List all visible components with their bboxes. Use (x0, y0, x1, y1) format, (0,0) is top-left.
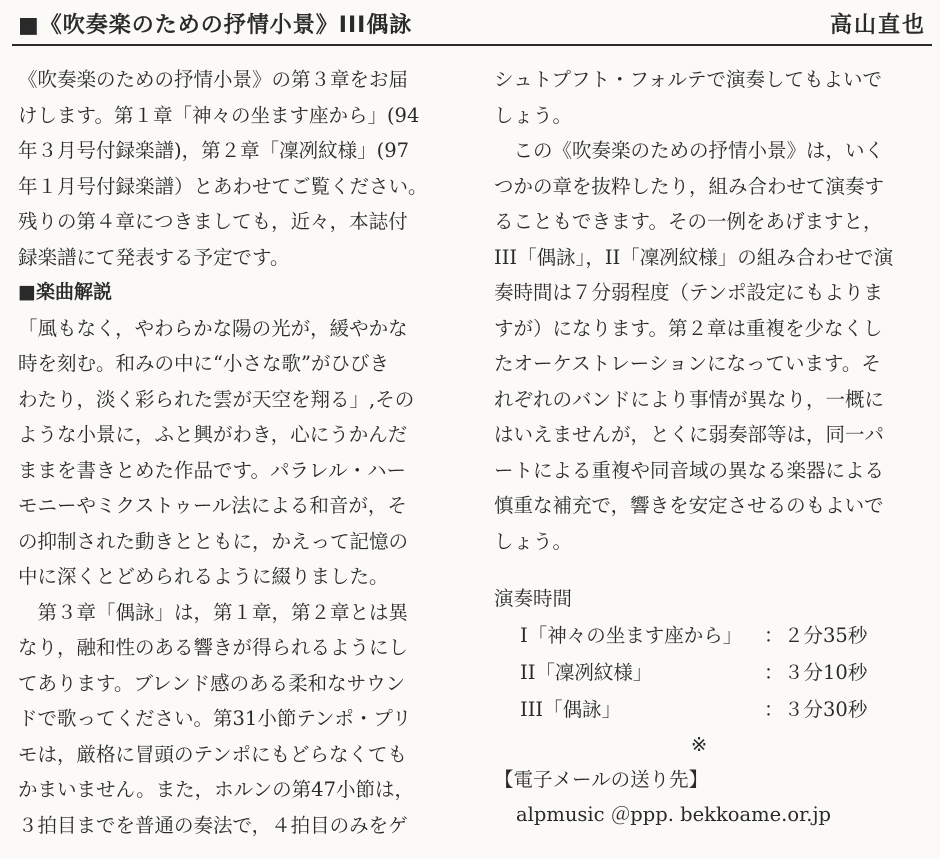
text-line: しょう。 (494, 103, 573, 127)
text-line: の抑制された動きとともに，かえって記憶の (18, 529, 409, 553)
timing-duration: ２分35秒 (784, 623, 868, 647)
timing-duration: ３分10秒 (784, 660, 868, 684)
timing-separator: ： (764, 623, 784, 647)
text-line: 残りの第４章につきましても，近々，本誌付 (18, 210, 408, 233)
text-line: ることもできます。その一例をあげますと， (494, 210, 883, 233)
timing-heading: 演奏時間 (494, 587, 573, 610)
text-line: はいえませんが，とくに弱奏部等は，同一パ (494, 423, 885, 446)
text-line: れぞれのバンドにより事情が異なり，一概に (494, 387, 885, 411)
text-line: ような小景に，ふと興がわき，心にうかんだ (18, 423, 408, 446)
article-title: ■《吹奏楽のための抒情小景》III偶詠 (18, 13, 413, 38)
text-line: III「偶詠」，II「凜冽紋様」の組み合わせで演 (494, 245, 894, 269)
timing-separator: ： (764, 660, 784, 684)
text-line: モニーやミクストゥール法による和音が，そ (18, 494, 407, 517)
text-line: ドで歌ってください。第31小節テンポ・プリ (18, 707, 412, 730)
text-line: わたり，淡く彩られた雲が天空を翔る」,その (18, 387, 415, 411)
text-line: つかの章を抜粋したり，組み合わせて演奏す (494, 174, 885, 198)
text-line: しょう。 (494, 529, 573, 553)
author-name: 高山直也 (829, 13, 926, 38)
email-address: alpmusic ＠ppp. bekkoame.or.jp (516, 803, 831, 826)
right-column (494, 62, 934, 833)
text-line: 第３章「偶詠」は，第１章，第２章とは異 (18, 600, 409, 624)
left-column (18, 62, 464, 843)
timing-piece: II「凜冽紋様」 (520, 660, 653, 684)
timing-row (494, 691, 934, 728)
text-line: 「風もなく，やわらかな陽の光が，緩やかな (18, 316, 408, 340)
reference-mark: ※ (690, 732, 708, 756)
timing-separator: ： (764, 697, 784, 721)
text-line: 中に深くとどめられるように綴りました。 (18, 565, 389, 588)
timing-row (494, 654, 934, 691)
commentary-paragraph (18, 311, 464, 844)
page-header (0, 0, 940, 46)
text-line: 年１月号付録楽譜）とあわせてご覧ください。 (18, 174, 428, 198)
timing-piece: III「偶詠」 (520, 697, 622, 721)
text-line: たオーケストレーションになっています。そ (494, 352, 881, 375)
text-line: ままを書きとめた作品です。パラレル・ハー (18, 458, 406, 482)
header-divider (12, 44, 932, 46)
timing-list (494, 617, 934, 728)
text-line: 録楽譜にて発表する予定です。 (18, 245, 290, 269)
text-line: てあります。ブレンド感のある柔和なサウン (18, 671, 406, 695)
section-heading: ■楽曲解説 (18, 281, 112, 303)
text-line: モは，厳格に冒頭のテンポにもどらなくても (18, 742, 408, 766)
text-line: すが）になります。第２章は重複を少なくし (494, 316, 883, 340)
intro-paragraph (18, 62, 464, 275)
text-line: 《吹奏楽のための抒情小景》の第３章をお届 (18, 68, 409, 91)
text-line: シュトプフト・フォルテで演奏してもよいで (494, 68, 883, 91)
text-line: この《吹奏楽のための抒情小景》は，いく (494, 139, 885, 162)
body-paragraph (494, 62, 934, 559)
text-line: ートによる重複や同音域の異なる楽器による (494, 458, 885, 482)
text-line: なり，融和性のある響きが得られるようにし (18, 636, 409, 659)
text-line: 年３月号付録楽譜)，第２章「凜冽紋様」(97 (18, 139, 410, 162)
text-line: 奏時間は７分弱程度（テンポ設定にもよりま (494, 281, 884, 304)
timing-piece: I「神々の坐ます座から」 (520, 623, 743, 647)
timing-row (494, 617, 934, 654)
spacer (494, 559, 934, 581)
email-heading: 【電子メールの送り先】 (494, 767, 709, 791)
text-line: かまいません。また，ホルンの第47小節は， (18, 778, 414, 801)
text-line: 時を刻む。和みの中に“小さな歌”がひびき (18, 352, 389, 375)
text-line: けします。第１章「神々の坐ます座から」(94 (18, 103, 420, 127)
text-line: 慎重な補充で，響きを安定させるのもよいで (494, 494, 884, 517)
timing-duration: ３分30秒 (784, 697, 868, 721)
text-line: ３拍目までを普通の奏法で，４拍目のみをゲ (18, 813, 408, 837)
